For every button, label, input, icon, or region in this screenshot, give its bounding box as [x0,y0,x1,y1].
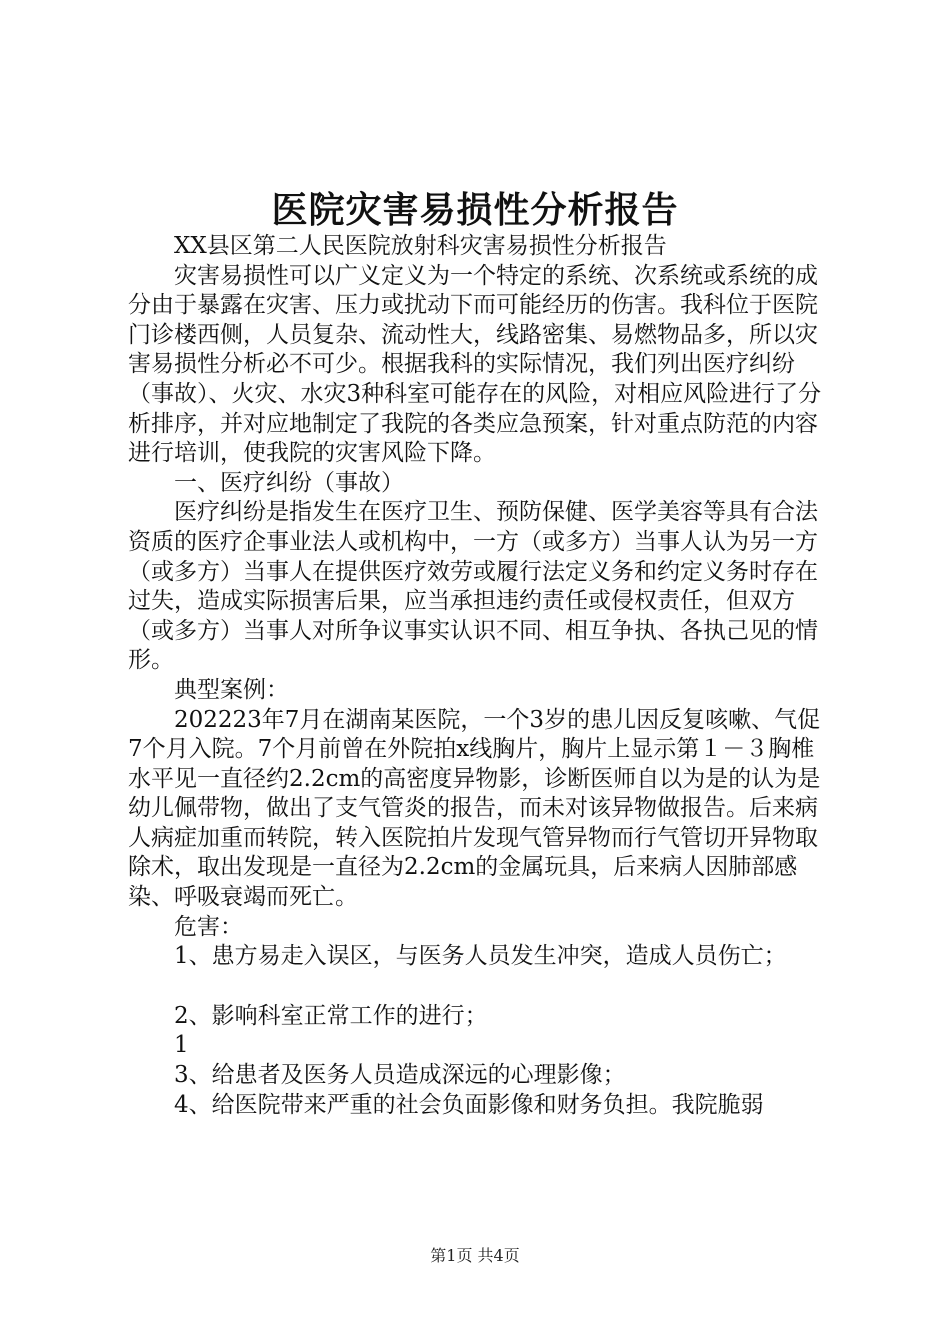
case-paragraph: 202223年7月在湖南某医院，一个3岁的患儿因反复咳嗽、气促7个月入院。7个月前曾在外院拍x线胸片，胸片上显示第１－３胸椎水平见一直径约2.2cm的高密度异物影，诊断医师自以为是的认为是幼儿佩带物，做出了支气管炎的报告，而未对该异物做报告。后来病人病症加重而转院，转入医院拍片发现气管异物而行气管切开异物取除术，取出发现是一直径为2.2cm的金属玩具，后来病人因肺部感染、呼吸衰竭而死亡。 [128,706,821,911]
case-heading: 典型案例： [174,676,289,703]
page-marker: 1 [174,1032,189,1059]
document-body [128,232,828,1120]
page-footer: 第1页 共4页 [430,1246,520,1265]
report-subtitle: XX县区第二人民医院放射科灾害易损性分析报告 [174,233,667,259]
harm-item-3: 3、给患者及医务人员造成深远的心理影像； [174,1062,626,1089]
document-title: 医院灾害易损性分析报告 [271,189,679,231]
harm-heading: 危害： [174,913,243,940]
harm-item-2: 2、影响科室正常工作的进行； [174,1002,488,1029]
harm-item-4: 4、给医院带来严重的社会负面影像和财务负担。我院脆弱 [174,1091,764,1118]
intro-paragraph: 灾害易损性可以广义定义为一个特定的系统、次系统或系统的成分由于暴露在灾害、压力或扰动下而可能经历的伤害。我科位于医院门诊楼西侧，人员复杂、流动性大，线路密集、易燃物品多，所以灾害易损性分析必不可少。根据我科的实际情况，我们列出医疗纠纷（事故）、火灾、水灾3种科室可能存在的风险，对相应风险进行了分析排序，并对应地制定了我院的各类应急预案，针对重点防范的内容进行培训，使我院的灾害风险下降。 [128,262,822,467]
section-heading-medical-dispute: 一、医疗纠纷（事故） [174,469,404,496]
blank-line [128,972,828,1002]
definition-paragraph: 医疗纠纷是指发生在医疗卫生、预防保健、医学美容等具有合法资质的医疗企事业法人或机构中，一方（或多方）当事人认为另一方（或多方）当事人在提供医疗效劳或履行法定义务和约定义务时存在过失，造成实际损害后果，应当承担违约责任或侵权责任，但双方（或多方）当事人对所争议事实认识不同、相互争执、各执己见的情形。 [128,499,818,674]
harm-item-1: 1、患方易走入误区，与医务人员发生冲突，造成人员伤亡； [174,943,787,970]
